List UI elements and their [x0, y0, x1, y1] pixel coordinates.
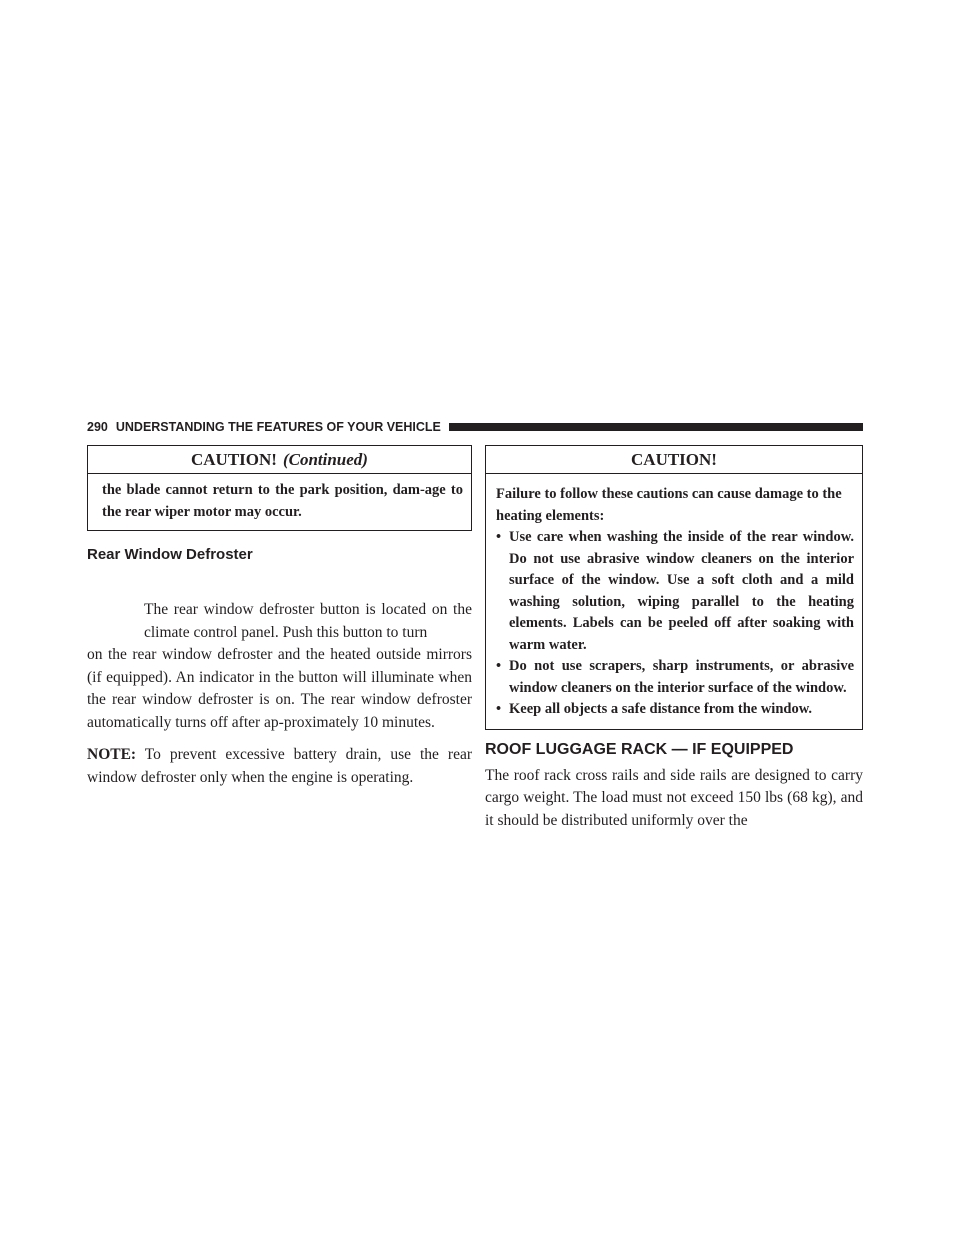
caution-box-continued [87, 445, 472, 531]
rear-window-defroster-heading: Rear Window Defroster [87, 546, 253, 563]
caution-heading [486, 446, 862, 474]
caution-bullet-text: Do not use scrapers, sharp instruments, or abrasive window cleaners on the interior surface of the window. [509, 658, 854, 696]
page-number: 290 [87, 420, 108, 434]
bullet-icon: • [496, 658, 502, 674]
page-header [87, 417, 863, 437]
right-column [485, 445, 863, 832]
caution-bullet-list [496, 527, 854, 721]
caution-bullet-text: Use care when washing the inside of the rear window. Do not use abrasive window cleaners on the interior surface of the window. Use a soft cloth and a mild washing solution, wiping parallel to the heating elements. Labels can be peeled off after soaking with warm water. [509, 529, 854, 653]
caution-bullet-item [496, 527, 854, 656]
caution-continued: (Continued) [282, 450, 368, 469]
bullet-icon: • [496, 529, 502, 545]
caution-bullet-text: Keep all objects a safe distance from the window. [509, 701, 812, 717]
caution-intro: Failure to follow these cautions can cause damage to the heating elements: [496, 486, 842, 524]
defroster-paragraph: on the rear window defroster and the heated outside mirrors (if equipped). An indicator in the button will illuminate when the rear window defroster is on. The rear window defroster automatically turns off after ap-proximately 10 minutes. [87, 646, 472, 731]
caution-bullet-item [496, 656, 854, 699]
caution-box [485, 445, 863, 730]
section-title: UNDERSTANDING THE FEATURES OF YOUR VEHICLE [115, 420, 441, 434]
note-text: To prevent excessive battery drain, use the rear window defroster only when the engine is operating. [87, 746, 472, 786]
caution-bullet-item [496, 699, 854, 721]
caution-heading [88, 446, 471, 474]
header-rule [449, 423, 863, 431]
roof-rack-paragraph: The roof rack cross rails and side rails are designed to carry cargo weight. The load must not exceed 150 lbs (68 kg), and it should be distributed uniformly over the [485, 766, 863, 829]
caution-title: CAUTION! [631, 450, 717, 469]
bullet-icon: • [496, 701, 502, 717]
caution-body [486, 474, 862, 729]
caution-body: the blade cannot return to the park position, dam-age to the rear wiper motor may occur. [102, 482, 463, 520]
note-paragraph [87, 744, 472, 789]
left-column [87, 445, 472, 789]
roof-luggage-rack-heading: ROOF LUGGAGE RACK — IF EQUIPPED [485, 740, 794, 758]
caution-title: CAUTION! [191, 450, 277, 469]
defroster-paragraph-lead: The rear window defroster button is located on the climate control panel. Push this button to turn [144, 601, 472, 641]
note-label: NOTE: [87, 746, 137, 763]
